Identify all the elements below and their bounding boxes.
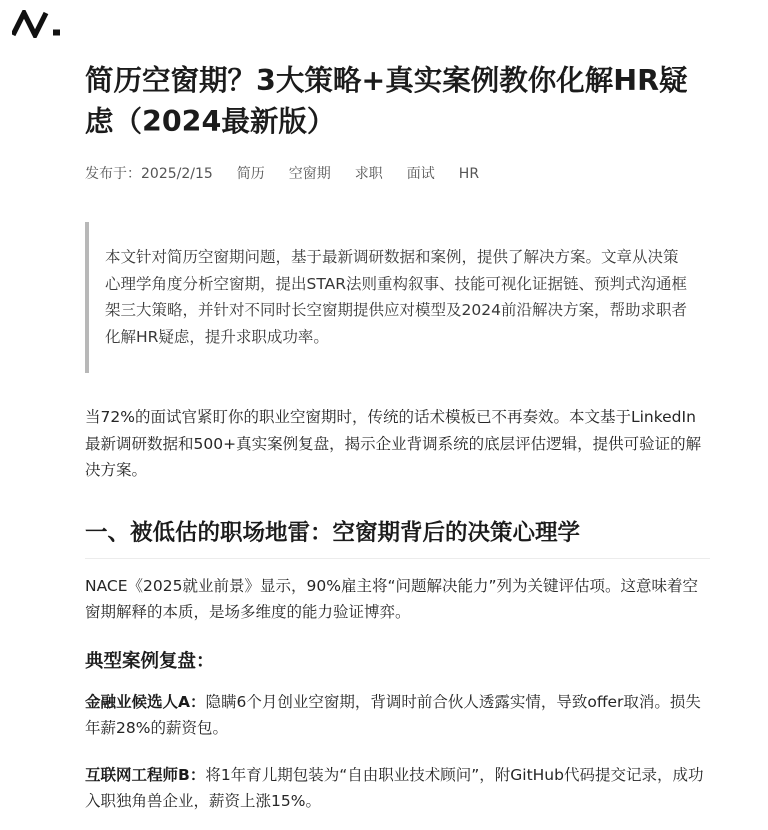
case-item xyxy=(85,689,710,742)
publish-date-value: 2025/2/15 xyxy=(141,166,213,182)
article xyxy=(85,60,710,815)
tag-interview[interactable]: 面试 xyxy=(406,166,435,182)
case-label: 金融业候选人A： xyxy=(85,692,206,711)
m-slash-logo-icon[interactable] xyxy=(12,10,62,38)
section-paragraph: NACE《2025就业前景》显示，90%雇主将“问题解决能力”列为关键评估项。这意味着空窗期解释的本质，是场多维度的能力验证博弈。 xyxy=(85,576,699,621)
intro-paragraph: 当72%的面试官紧盯你的职业空窗期时，传统的话术模板已不再奏效。本文基于LinkedIn最新调研数据和500+真实案例复盘，揭示企业背调系统的底层评估逻辑，提供可验证的解决方案。 xyxy=(85,408,702,479)
section-heading: 一、被低估的职场地雷：空窗期背后的决策心理学 xyxy=(85,518,710,559)
article-title: 简历空窗期？3大策略+真实案例教你化解HR疑虑（2024最新版） xyxy=(85,64,688,138)
tag-hr[interactable]: HR xyxy=(458,166,480,182)
case-text: 隐瞒6个月创业空窗期，背调时前合伙人透露实情，导致offer取消。损失年薪28%的薪资包。 xyxy=(85,692,701,737)
tag-job-search[interactable]: 求职 xyxy=(354,166,383,182)
case-item xyxy=(85,762,710,815)
tag-resume[interactable]: 简历 xyxy=(236,166,265,182)
case-label: 互联网工程师B： xyxy=(85,765,206,784)
case-text: 将1年育儿期包装为“自由职业技术顾问”，附GitHub代码提交记录，成功入职独角兽企业，薪资上涨15%。 xyxy=(85,765,704,810)
publish-date xyxy=(85,164,213,184)
article-meta xyxy=(85,164,710,184)
case-study-heading: 典型案例复盘： xyxy=(85,650,215,672)
tag-employment-gap[interactable]: 空窗期 xyxy=(288,166,331,182)
publish-date-label: 发布于： xyxy=(85,166,141,182)
article-summary: 本文针对简历空窗期问题，基于最新调研数据和案例，提供了解决方案。文章从决策心理学角度分析空窗期，提出STAR法则重构叙事、技能可视化证据链、预判式沟通框架三大策略，并针对不同时长空窗期提供应对模型及2024前沿解决方案，帮助求职者化解HR疑虑，提升求职成功率。 xyxy=(85,222,710,373)
